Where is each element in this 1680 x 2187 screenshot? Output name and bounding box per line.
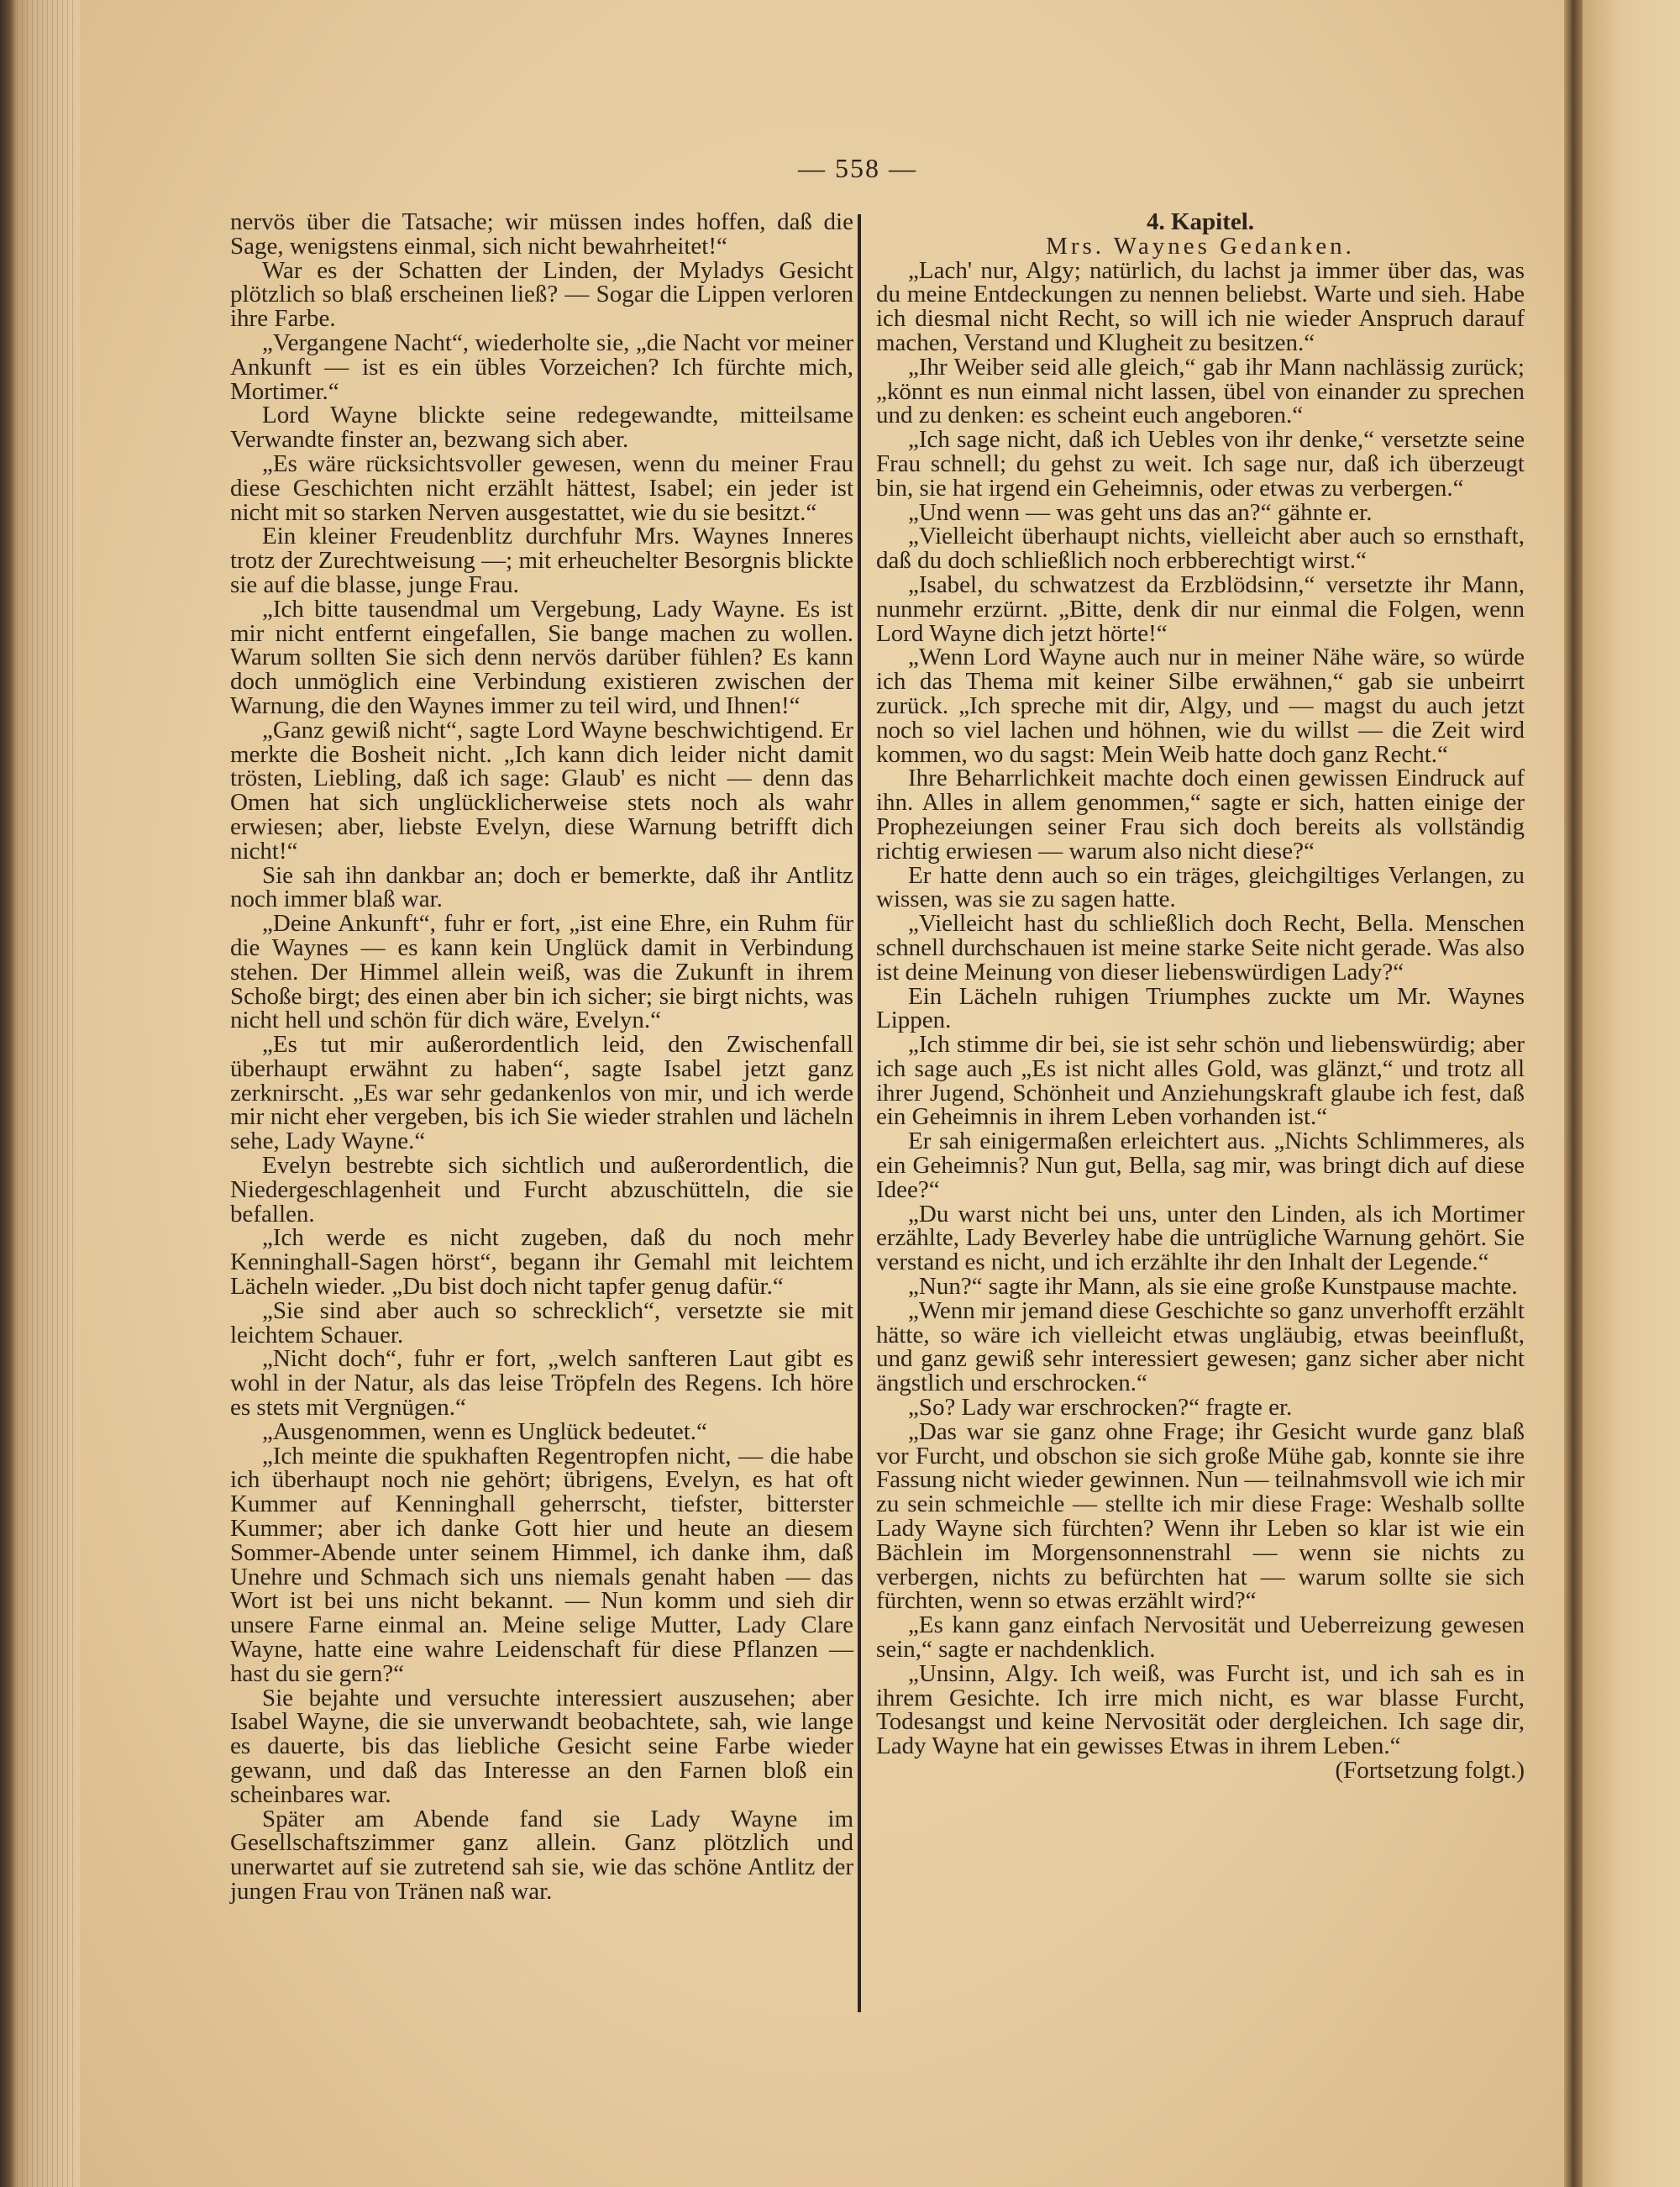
chapter-title: Mrs. Waynes Gedanken.: [1046, 232, 1355, 260]
paragraph: Er sah einigermaßen erleichtert aus. „Nichts Schlimmeres, als ein Geheimnis? Nun gut, Bella, sag mir, was bringt dich auf diese Idee?“: [876, 1128, 1525, 1203]
right-column: [876, 210, 1525, 1783]
facing-page-edge: [1583, 0, 1680, 2187]
paragraph: Ihre Beharrlichkeit machte doch einen gewissen Eindruck auf ihn. Alles in allem genommen,“ sagte er sich, hatten einige der Prophezeiungen seiner Frau sich doch bereits als vollständig richtig erwiesen — warum also nicht diese?“: [876, 765, 1525, 865]
paragraph: „Ganz gewiß nicht“, sagte Lord Wayne beschwichtigend. Er merkte die Bosheit nicht. „Ich kann dich leider nicht damit trösten, Liebling, daß ich sage: Glaub' es nicht — denn das Omen hat sich unglücklicherweise stets noch als wahr erwiesen; aber, liebste Evelyn, diese Warnung betrifft dich nicht!“: [230, 716, 853, 865]
paragraph: Evelyn bestrebte sich sichtlich und außerordentlich, die Niedergeschlagenheit und Furcht abzuschütteln, die sie befallen.: [230, 1152, 853, 1228]
paragraph: „Ich werde es nicht zugeben, daß du noch mehr Kenninghall-Sagen hörst“, begann ihr Gemahl mit leichtem Lächeln wieder. „Du bist doch nicht tapfer genug dafür.“: [230, 1224, 853, 1301]
paragraph: „Es tut mir außerordentlich leid, den Zwischenfall überhaupt erwähnt zu haben“, sagte Isabel jetzt ganz zerknirscht. „Es war sehr gedankenlos von mir, und ich werde mir nicht eher vergeben, bis ich Sie wieder strahlen und lächeln sehe, Lady Wayne.“: [230, 1031, 853, 1155]
paragraph: „So? Lady war erschrocken?“ fragte er.: [908, 1394, 1293, 1422]
paragraph: Ein kleiner Freudenblitz durchfuhr Mrs. Waynes Inneres trotz der Zurechtweisung —; mit erheuchelter Besorgnis blickte sie auf die blasse, junge Frau.: [230, 523, 853, 598]
paragraph: „Vielleicht überhaupt nichts, vielleicht aber auch so ernsthaft, daß du doch schließlich noch erbberechtigt wirst.“: [876, 523, 1525, 575]
paragraph: „Vergangene Nacht“, wiederholte sie, „die Nacht vor meiner Ankunft — ist es ein übles Vorzeichen? Ich fürchte mich, Mortimer.“: [230, 329, 853, 405]
left-column: [230, 210, 853, 1904]
paragraph: Später am Abende fand sie Lady Wayne im Gesellschaftszimmer ganz allein. Ganz plötzlich und unerwartet auf sie zutretend sah sie, wie das schöne Antlitz der jungen Frau von Tränen naß war.: [230, 1805, 853, 1905]
paragraph: „Deine Ankunft“, fuhr er fort, „ist eine Ehre, ein Ruhm für die Waynes — es kann kein Unglück damit in Verbindung stehen. Der Himmel allein weiß, was die Zukunft in ihrem Schoße birgt; des einen aber bin ich sicher; sie birgt nichts, was nicht hell und schön für dich wäre, Evelyn.“: [230, 910, 853, 1034]
paragraph: Sie bejahte und versuchte interessiert auszusehen; aber Isabel Wayne, die sie unverwandt beobachtete, sah, wie lange es dauerte, bis das liebliche Gesicht seine Farbe wieder gewann, und daß das Interesse an den Farnen bloß ein scheinbares war.: [230, 1684, 853, 1808]
paragraph: „Es kann ganz einfach Nervosität und Ueberreizung gewesen sein,“ sagte er nachdenklich.: [876, 1611, 1525, 1664]
paragraph: „Es wäre rücksichtsvoller gewesen, wenn du meiner Frau diese Geschichten nicht erzählt hättest, Isabel; ein jeder ist nicht mit so starken Nerven ausgestattet, wie du sie besitzt.“: [230, 449, 853, 526]
paragraph: Ein Lächeln ruhigen Triumphes zuckte um Mr. Waynes Lippen.: [876, 982, 1525, 1034]
paragraph: „Nun?“ sagte ihr Mann, als sie eine große Kunstpause machte.: [908, 1273, 1518, 1301]
paragraph: Lord Wayne blickte seine redegewandte, mitteilsame Verwandte finster an, bezwang sich aber.: [230, 402, 853, 454]
paragraph: „Ich sage nicht, daß ich Uebles von ihr denke,“ versetzte seine Frau schnell; du gehst zu weit. Ich sage nur, daß ich überzeugt bin, sie hat irgend ein Geheimnis, oder etwas zu verbergen.“: [876, 426, 1525, 502]
paragraph: „Du warst nicht bei uns, unter den Linden, als ich Mortimer erzählte, Lady Beverley habe die untrügliche Warnung gehört. Sie verstand es nicht, und ich erzählte ihr den Inhalt der Legende.“: [876, 1200, 1525, 1276]
paragraph: „Lach' nur, Algy; natürlich, du lachst ja immer über das, was du meine Entdeckungen zu nennen beliebst. Warte und sieh. Habe ich diesmal nicht Recht, so will ich nie wieder Anspruch darauf machen, Verstand und Klugheit zu besitzen.“: [876, 256, 1525, 356]
paragraph: „Ich stimme dir bei, sie ist sehr schön und liebenswürdig; aber ich sage auch „Es ist nicht alles Gold, was glänzt,“ und trotz all ihrer Jugend, Schönheit und Anziehungskraft glaube ich fest, daß ein Geheimnis in ihrem Leben vorhanden ist.“: [876, 1031, 1525, 1131]
paragraph: nervös über die Tatsache; wir müssen indes hoffen, daß die Sage, wenigstens einmal, sich nicht bewahrheitet!“: [230, 208, 853, 260]
paragraph: Er hatte denn auch so ein träges, gleichgiltiges Verlangen, zu wissen, was sie zu sagen hatte.: [876, 861, 1525, 913]
paragraph: „Nicht doch“, fuhr er fort, „welch sanfteren Laut gibt es wohl in der Natur, als das leise Tröpfeln des Regens. Ich höre es stets mit Vergnügen.“: [230, 1345, 853, 1422]
continuation-note: (Fortsetzung folgt.): [1335, 1757, 1525, 1784]
chapter-heading: 4. Kapitel.: [1146, 208, 1255, 235]
paragraph: „Unsinn, Algy. Ich weiß, was Furcht ist, und ich sah es in ihrem Gesichte. Ich irre mich nicht, es war blasse Furcht, Todesangst und keine Nervosität oder dergleichen. Ich sage dir, Lady Wayne hat ein gewisses Etwas in ihrem Leben.“: [876, 1659, 1525, 1760]
paragraph: „Das war sie ganz ohne Frage; ihr Gesicht wurde ganz blaß vor Furcht, und obschon sie sich große Mühe gab, konnte sie ihre Fassung nicht wieder gewinnen. Nun — teilnahmsvoll wie ich mir zu sein schmeichle — stellte ich mir diese Frage: Weshalb sollte Lady Wayne sich fürchten? Wenn ihr Leben so klar ist wie ein Bächlein im Morgensonnenstrahl — wenn sie nichts zu verbergen, nichts zu befürchten hat — warum sollte sie sich fürchten, wenn so etwas erzählt wird?“: [876, 1417, 1525, 1615]
paragraph: „Ihr Weiber seid alle gleich,“ gab ihr Mann nachlässig zurück; „könnt es nun einmal nicht lassen, übel von einander zu sprechen und zu denken: es scheint euch angeboren.“: [876, 353, 1525, 429]
paragraph: „Ich bitte tausendmal um Vergebung, Lady Wayne. Es ist mir nicht entfernt eingefallen, Sie bange machen zu wollen. Warum sollten Sie sich denn nervös darüber fühlen? Es kann doch unmöglich eine Verbindung existieren zwischen der Warnung, die den Waynes immer zu teil wird, und Ihnen!“: [230, 595, 853, 719]
paragraph: War es der Schatten der Linden, der Myladys Gesicht plötzlich so blaß erscheinen ließ? — Sogar die Lippen verloren ihre Farbe.: [230, 256, 853, 333]
paragraph: „Sie sind aber auch so schrecklich“, versetzte sie mit leichtem Schauer.: [230, 1296, 853, 1348]
paragraph: „Ich meinte die spukhaften Regentropfen nicht, — die habe ich überhaupt noch nie gehört; übrigens, Evelyn, es hat oft Kummer auf Kenninghall geherrscht, tiefster, bitterster Kummer; aber ich danke Gott hier und heute an diesem Sommer-Abende unter seinem Himmel, ich danke ihm, daß Unehre und Schmach sich uns niemals genaht haben — das Wort ist bei uns nicht bekannt. — Nun komm und sieh dir unsere Farne einmal an. Meine selige Mutter, Lady Clare Wayne, hatte eine wahre Leidenschaft für diese Pflanzen — hast du sie gern?“: [230, 1442, 853, 1687]
paragraph: Sie sah ihn dankbar an; doch er bemerkte, daß ihr Antlitz noch immer blaß war.: [230, 861, 853, 913]
paragraph: „Wenn Lord Wayne auch nur in meiner Nähe wäre, so würde ich das Thema mit keiner Silbe erwähnen,“ gab sie unbeirrt zurück. „Ich spreche mit dir, Algy, und — magst du auch jetzt noch so viel lachen und höhnen, wie du willst — die Zeit wird kommen, wo du sagst: Mein Weib hatte doch ganz Recht.“: [876, 644, 1525, 768]
paragraph: „Ausgenommen, wenn es Unglück bedeutet.“: [262, 1417, 707, 1445]
paragraph: „Isabel, du schwatzest da Erzblödsinn,“ versetzte ihr Mann, nunmehr erzürnt. „Bitte, denk dir nur einmal die Folgen, wenn Lord Wayne dich jetzt hörte!“: [876, 570, 1525, 647]
book-gutter: [1564, 0, 1583, 2187]
page-stack-edge: [0, 0, 80, 2187]
page-number: — 558 —: [798, 153, 917, 183]
paragraph: „Wenn mir jemand diese Geschichte so ganz unverhofft erzählt hätte, so wäre ich vielleicht etwas ungläubig, etwas beeinflußt, und ganz gewiß sehr interessiert gewesen; ganz sicher aber nicht ängstlich und erschrocken.“: [876, 1296, 1525, 1397]
paragraph: „Und wenn — was geht uns das an?“ gähnte er.: [908, 498, 1373, 526]
page-edges: [17, 0, 76, 2187]
column-divider: [858, 214, 861, 2012]
paragraph: „Vielleicht hast du schließlich doch Recht, Bella. Menschen schnell durchschauen ist meine starke Seite nicht gerade. Was also ist deine Meinung von dieser liebenswürdigen Lady?“: [876, 910, 1525, 986]
